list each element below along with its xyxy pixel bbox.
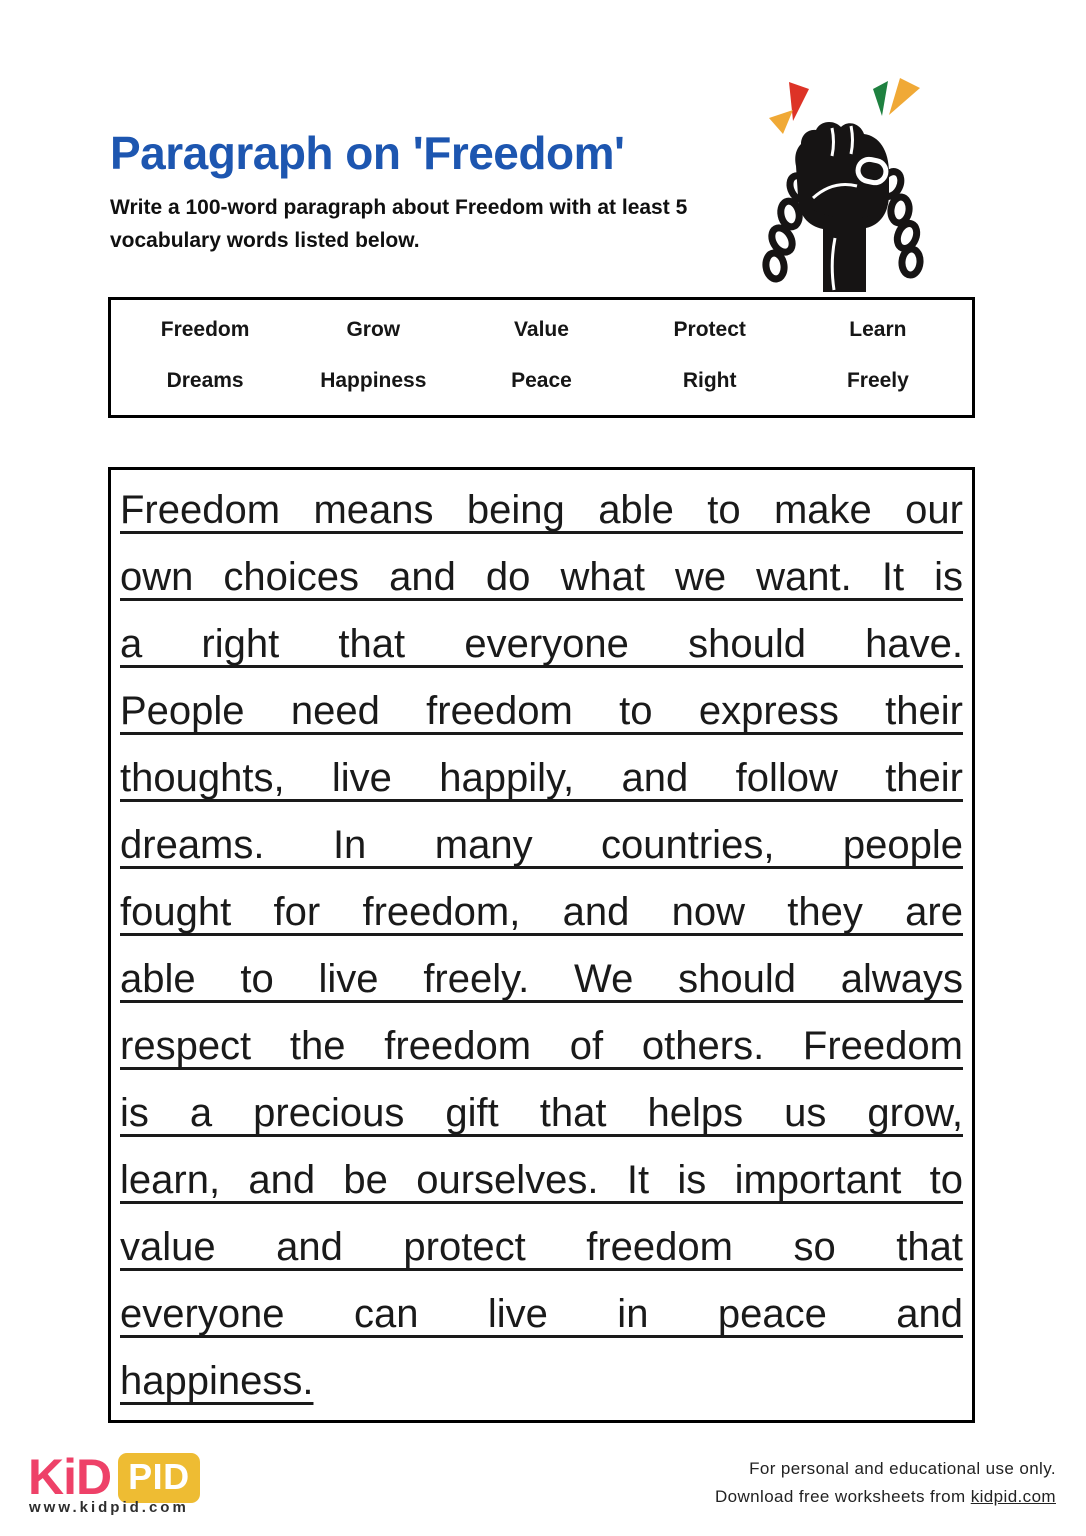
paragraph-line: happiness. [120,1359,314,1403]
vocab-word: Right [682,369,737,392]
vocab-word: Dreams [166,369,244,392]
vocabulary-box [108,297,975,418]
paragraph-line: learn, and be ourselves. It is important to [120,1158,963,1202]
paragraph-line: is a precious gift that helps us grow, [120,1091,963,1135]
kidpid-website-text: www.kidpid.com [29,1499,189,1516]
footer-note-line2-prefix: Download free worksheets from [714,1487,971,1507]
paragraph-line: People need freedom to express their [120,689,963,733]
paragraph-line: value and protect freedom so that [120,1225,963,1269]
paragraph-line: fought for freedom, and now they are [120,890,963,934]
kidpid-com-link[interactable]: kidpid.com [970,1487,1056,1507]
paragraph-line: Freedom means being able to make our [120,488,963,532]
paragraph-line: own choices and do what we want. It is [120,555,963,599]
paragraph-line: dreams. In many countries, people [120,823,963,867]
vocab-word: Happiness [320,369,427,392]
vocab-word: Freely [846,369,909,392]
paragraph-answer-box [108,467,975,1423]
paragraph-line: a right that everyone should have. [120,622,963,666]
vocab-word: Grow [346,318,401,341]
paragraph-line: respect the freedom of others. Freedom [120,1024,963,1068]
fist-breaking-chains-icon [762,76,932,297]
footer-note-line1: For personal and educational use only. [749,1459,1056,1478]
paragraph-line: thoughts, live happily, and follow their [120,756,963,800]
footer-note-line2 [715,1483,1056,1511]
kidpid-logo-pid: PID [118,1453,200,1503]
footer-note [715,1455,1056,1511]
vocab-word: Learn [849,318,907,341]
vocab-word: Freedom [160,318,250,341]
vocab-word: Peace [511,369,572,392]
vocab-word: Value [514,318,569,341]
paragraph-line: everyone can live in peace and [120,1292,963,1336]
instructions-text: Write a 100-word paragraph about Freedom with at least 5 vocabulary words listed below. [110,196,688,252]
kidpid-logo [28,1448,200,1506]
paragraph-line: able to live freely. We should always [120,957,963,1001]
vocab-word: Protect [673,318,746,341]
page-title: Paragraph on 'Freedom' [110,127,625,179]
kidpid-logo-kid: KiD [28,1449,112,1505]
